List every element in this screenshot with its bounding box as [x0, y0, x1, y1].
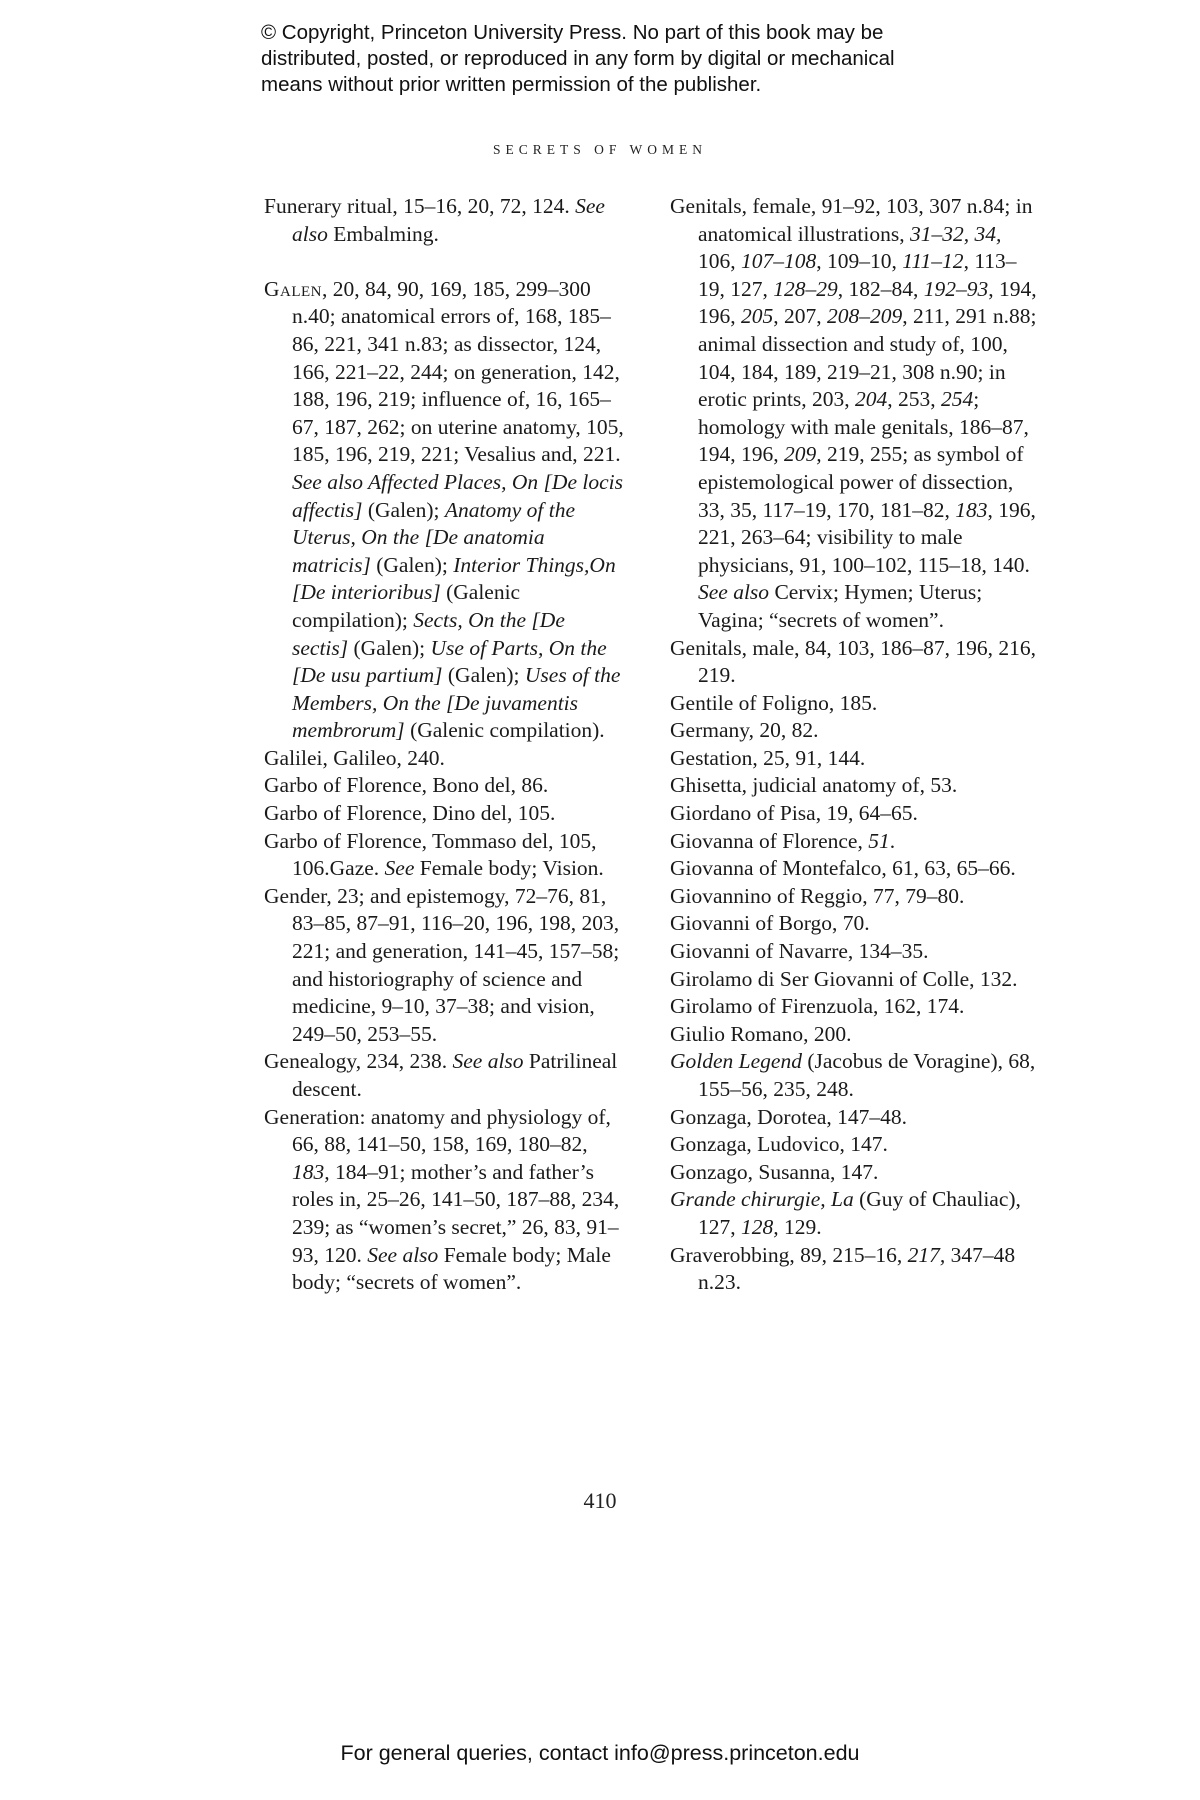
copyright-line: © Copyright, Princeton University Press. No part of this book may be — [261, 21, 884, 44]
index-entry — [670, 193, 1042, 635]
entry-text: Generation: anatomy and physiology of, 66, 88, 141–50, 158, 169, 180–82, — [264, 1104, 611, 1157]
entry-text: Gestation, 25, 91, 144. — [670, 745, 866, 770]
index-entry — [670, 883, 1042, 911]
entry-italic-text: Uses of the Members, On the [De juvamentis membrorum] — [292, 663, 621, 743]
entry-italic-text: 254 — [941, 387, 974, 412]
entry-spacer — [264, 248, 626, 276]
page-number: 410 — [583, 1488, 617, 1513]
entry-text: (Galenic compilation). — [404, 718, 605, 743]
entry-italic-text: 209, — [784, 442, 822, 467]
index-entry — [264, 1104, 626, 1297]
entry-text: (Guy of Chauliac), 127, — [698, 1187, 1021, 1239]
entry-italic-text: See also — [698, 580, 770, 605]
entry-italic-text: See — [384, 856, 415, 881]
copyright-line: means without prior written permission of the publisher. — [261, 73, 762, 96]
entry-text: (Jacobus de Voragine), 68, 155–56, 235, 248. — [698, 1049, 1036, 1101]
index-entry — [670, 745, 1042, 773]
entry-text: Giovanni of Borgo, 70. — [670, 911, 870, 936]
entry-text: Gender, 23; and epistemogy, 72–76, 81, 83–85, 87–91, 116–20, 196, 198, 203, 221; and generation, 141–45, 157–58; and historiography of science and medicine, 9–10, 37–38; and vision, 249–50, 253–55. — [264, 883, 620, 1046]
copyright-notice — [261, 20, 1021, 98]
footer-contact: For general queries, contact info@press.princeton.edu — [340, 1741, 860, 1765]
entry-text: Patrilineal descent. — [292, 1049, 618, 1101]
index-entry — [670, 938, 1042, 966]
index-entry — [670, 772, 1042, 800]
index-entry — [670, 1021, 1042, 1049]
index-entry — [670, 993, 1042, 1021]
entry-text: Gonzaga, Dorotea, 147–48. — [670, 1104, 908, 1129]
entry-italic-text: Interior Things,On [De interioribus] — [292, 552, 616, 605]
index-column-left — [264, 193, 626, 1297]
entry-text: , 113–19, 127, — [698, 249, 1017, 301]
entry-italic-text: 51 — [868, 828, 890, 853]
entry-text: 106, — [698, 249, 741, 274]
entry-text: Garbo of Florence, Tommaso del, 105, 106.Gaze. — [264, 828, 597, 881]
running-head: SECRETS OF WOMEN — [492, 142, 708, 157]
entry-text: . — [889, 828, 896, 853]
entry-italic-text: 204 — [855, 387, 888, 412]
entry-text: Embalming. — [327, 221, 439, 246]
entry-text: Gonzago, Susanna, 147. — [670, 1159, 879, 1184]
entry-text: (Galenic compilation); — [292, 580, 521, 632]
entry-italic-text: 192–93 — [923, 276, 989, 301]
index-entry — [670, 635, 1042, 690]
entry-text: Genitals, male, 84, 103, 186–87, 196, 216, 219. — [670, 635, 1037, 688]
entry-text: Gonzaga, Ludovico, 147. — [670, 1132, 888, 1157]
entry-text: ; homology with male genitals, 186–87, 194, 196, — [698, 387, 1029, 467]
entry-italic-text: Golden Legend — [670, 1049, 802, 1074]
entry-italic-text: See also Affected Places, On [De locis affectis] — [292, 469, 623, 522]
index-entry — [264, 828, 626, 883]
index-entry — [670, 1242, 1042, 1297]
entry-text: , 253, — [887, 387, 942, 412]
entry-italic-text: 205 — [741, 304, 774, 329]
index-entry — [264, 883, 626, 1049]
entry-text: Giovanna of Montefalco, 61, 63, 65–66. — [670, 856, 1016, 881]
index-entry — [264, 193, 626, 248]
entry-text: 347–48 n.23. — [698, 1242, 1016, 1295]
index-entry — [670, 1186, 1042, 1241]
index-entry — [670, 966, 1042, 994]
entry-italic-text: See also — [452, 1049, 524, 1074]
entry-text: Cervix; Hymen; Uterus; Vagina; “secrets of women”. — [698, 580, 983, 632]
entry-text: , 20, 84, 90, 169, 185, 299–300 n.40; anatomical errors of, 168, 185–86, 221, 341 n.83; as dissector, 124, 166, 221–22, 244; on generation, 142, 188, 196, 219; influence of, 16, 165–67, 187, 262; on uterine anatomy, 105, 185, 196, 219, 221; Vesalius and, 221. — [292, 276, 624, 467]
entry-text: Graverobbing, 89, 215–16, — [670, 1242, 908, 1267]
entry-italic-text: Anatomy of the Uterus, On the [De anatomia matricis] — [292, 497, 576, 577]
entry-italic-text: 183, — [292, 1159, 330, 1184]
entry-italic-text: Use of Parts, On the [De usu partium] — [292, 635, 607, 688]
entry-text: Giovanni of Navarre, 134–35. — [670, 939, 929, 964]
entry-text: Female body; Male body; “secrets of women”. — [292, 1242, 611, 1295]
entry-text: , 211, 291 n.88; animal dissection and study of, 100, 104, 184, 189, 219–21, 308 n.90; in erotic prints, 203, — [698, 304, 1037, 412]
entry-text: (Galen); — [362, 497, 445, 522]
entry-text: (Galen); — [348, 635, 431, 660]
entry-text: Giovannino of Reggio, 77, 79–80. — [670, 883, 965, 908]
entry-italic-text: See also — [292, 194, 605, 246]
entry-text: Germany, 20, 82. — [670, 718, 819, 743]
entry-italic-text: Sects, On the [De sectis] — [292, 607, 565, 660]
entry-text: Girolamo of Firenzuola, 162, 174. — [670, 994, 965, 1019]
entry-text: Giulio Romano, 200. — [670, 1021, 852, 1046]
entry-text: , 182–84, — [837, 276, 924, 301]
index-entry — [264, 1048, 626, 1103]
index-entry — [670, 1048, 1042, 1103]
index-column-right — [670, 193, 1042, 1297]
index-entry — [264, 276, 626, 745]
index-entry — [670, 690, 1042, 718]
entry-text: 129. — [778, 1214, 822, 1239]
entry-text: Funerary ritual, 15–16, 20, 72, 124. — [264, 194, 576, 218]
entry-italic-text: 208–209 — [827, 304, 903, 329]
entry-text: Gentile of Foligno, 185. — [670, 690, 878, 715]
entry-italic-text: 128–29 — [773, 276, 838, 301]
entry-italic-text: 128, — [741, 1214, 779, 1239]
entry-text: Girolamo di Ser Giovanni of Colle, 132. — [670, 966, 1018, 991]
entry-text: Garbo of Florence, Bono del, 86. — [264, 773, 549, 798]
copyright-line: distributed, posted, or reproduced in any form by digital or mechanical — [261, 47, 895, 70]
index-entry — [670, 828, 1042, 856]
entry-text: Garbo of Florence, Dino del, 105. — [264, 801, 556, 826]
entry-text: Genitals, female, 91–92, 103, 307 n.84; in anatomical illustrations, — [670, 194, 1033, 246]
index-entry — [670, 910, 1042, 938]
entry-italic-text: See also — [367, 1242, 439, 1267]
entry-text: , 196, 221, 263–64; visibility to male physicians, 91, 100–102, 115–18, 140. — [698, 497, 1036, 577]
entry-italic-text: 107–108 — [741, 249, 817, 274]
entry-italic-text: 183 — [955, 497, 988, 522]
entry-text: Galen — [264, 276, 323, 301]
index-entry — [670, 1159, 1042, 1187]
entry-text: Giordano of Pisa, 19, 64–65. — [670, 801, 918, 826]
entry-text: 219, 255; as symbol of epistemological power of dissection, 33, 35, 117–19, 170, 181–82, — [698, 442, 1024, 522]
entry-text: , 109–10, — [816, 249, 903, 274]
entry-italic-text: Grande chirurgie, La — [670, 1187, 854, 1212]
index-entry — [670, 1131, 1042, 1159]
index-entry — [264, 772, 626, 800]
index-entry — [670, 855, 1042, 883]
index-entry — [670, 1104, 1042, 1132]
entry-text: (Galen); — [442, 663, 525, 688]
entry-italic-text: 111–12 — [902, 249, 964, 274]
entry-text: Genealogy, 234, 238. — [264, 1049, 453, 1074]
entry-text: Giovanna of Florence, — [670, 828, 869, 853]
entry-text: , 194, 196, — [698, 276, 1037, 329]
index-entry — [264, 800, 626, 828]
entry-italic-text: 217, — [907, 1242, 946, 1267]
entry-text: Female body; Vision. — [414, 856, 604, 881]
entry-text: 184–91; mother’s and father’s roles in, 25–26, 141–50, 187–88, 234, 239; as “women’s secret,” 26, 83, 91–93, 120. — [292, 1159, 620, 1267]
index-entry — [670, 717, 1042, 745]
entry-italic-text: 31–32, 34, — [909, 221, 1002, 246]
entry-text: Ghisetta, judicial anatomy of, 53. — [670, 773, 958, 798]
entry-text: Galilei, Galileo, 240. — [264, 745, 445, 770]
index-entry — [670, 800, 1042, 828]
entry-text: (Galen); — [370, 552, 454, 577]
entry-text: , 207, — [773, 304, 827, 329]
index-entry — [264, 745, 626, 773]
